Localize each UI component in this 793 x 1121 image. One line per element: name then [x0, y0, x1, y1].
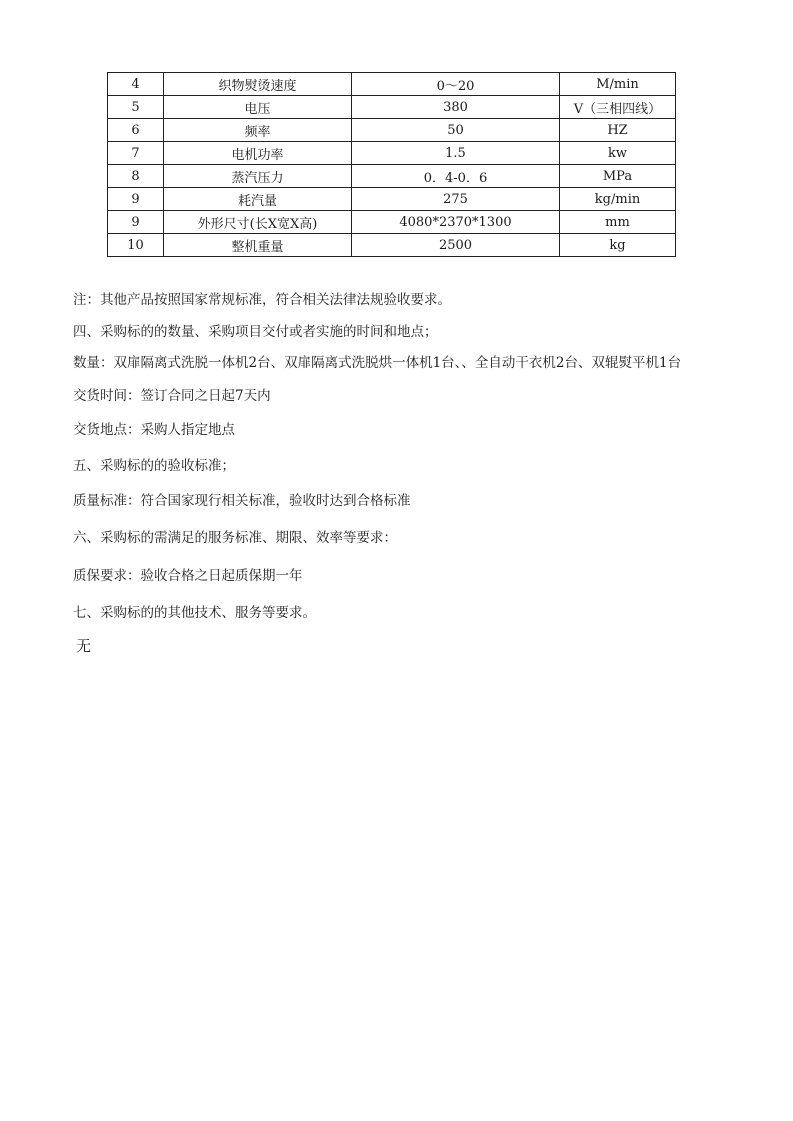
row-value: 50: [352, 119, 560, 142]
row-item: 电机功率: [164, 142, 352, 165]
row-number: 8: [108, 165, 164, 188]
row-item: 整机重量: [164, 234, 352, 257]
note-text: 注：其他产品按照国家常规标准，符合相关法律法规验收要求。: [73, 292, 451, 308]
row-value: 1.5: [352, 142, 560, 165]
row-value: 2500: [352, 234, 560, 257]
table-row: [108, 165, 676, 188]
row-unit: MPa: [560, 165, 676, 188]
delivery-place-text: 交货地点：采购人指定地点: [73, 422, 235, 438]
row-unit: kg: [560, 234, 676, 257]
row-value: 4080*2370*1300: [352, 211, 560, 234]
row-item: 织物熨烫速度: [164, 73, 352, 96]
row-value: 275: [352, 188, 560, 211]
row-unit: mm: [560, 211, 676, 234]
table-row: [108, 188, 676, 211]
row-unit: kg/min: [560, 188, 676, 211]
none-text: 无: [76, 637, 92, 655]
row-value: 0～20: [352, 73, 560, 96]
row-number: 5: [108, 96, 164, 119]
row-item: 外形尺寸(长X宽X高): [164, 211, 352, 234]
row-unit: V（三相四线）: [560, 96, 676, 119]
row-number: 7: [108, 142, 164, 165]
row-item: 电压: [164, 96, 352, 119]
warranty-text: 质保要求：验收合格之日起质保期一年: [73, 568, 303, 584]
row-unit: HZ: [560, 119, 676, 142]
row-value: 0．4-0．6: [352, 165, 560, 188]
row-number: 10: [108, 234, 164, 257]
section-7-heading: 七、采购标的的其他技术、服务等要求。: [73, 605, 316, 621]
row-item: 蒸汽压力: [164, 165, 352, 188]
table-row: [108, 142, 676, 165]
row-number: 9: [108, 211, 164, 234]
row-unit: M/min: [560, 73, 676, 96]
row-number: 4: [108, 73, 164, 96]
delivery-time-text: 交货时间：签订合同之日起7天内: [73, 388, 271, 404]
row-item: 耗汽量: [164, 188, 352, 211]
row-item: 频率: [164, 119, 352, 142]
row-number: 6: [108, 119, 164, 142]
section-6-heading: 六、采购标的需满足的服务标准、期限、效率等要求：: [73, 530, 397, 546]
row-value: 380: [352, 96, 560, 119]
row-number: 9: [108, 188, 164, 211]
section-4-heading: 四、采购标的的数量、采购项目交付或者实施的时间和地点；: [73, 324, 438, 340]
table-row: [108, 73, 676, 96]
section-5-heading: 五、采购标的的验收标准；: [73, 458, 235, 474]
spec-table: [107, 72, 676, 257]
quality-standard-text: 质量标准：符合国家现行相关标准，验收时达到合格标准: [73, 493, 411, 509]
table-row: [108, 119, 676, 142]
quantity-text: 数量：双扉隔离式洗脱一体机2台、双扉隔离式洗脱烘一体机1台、、全自动干衣机2台、双辊熨平机1台: [73, 355, 682, 371]
table-row: [108, 234, 676, 257]
row-unit: kw: [560, 142, 676, 165]
table-row: [108, 211, 676, 234]
table-row: [108, 96, 676, 119]
